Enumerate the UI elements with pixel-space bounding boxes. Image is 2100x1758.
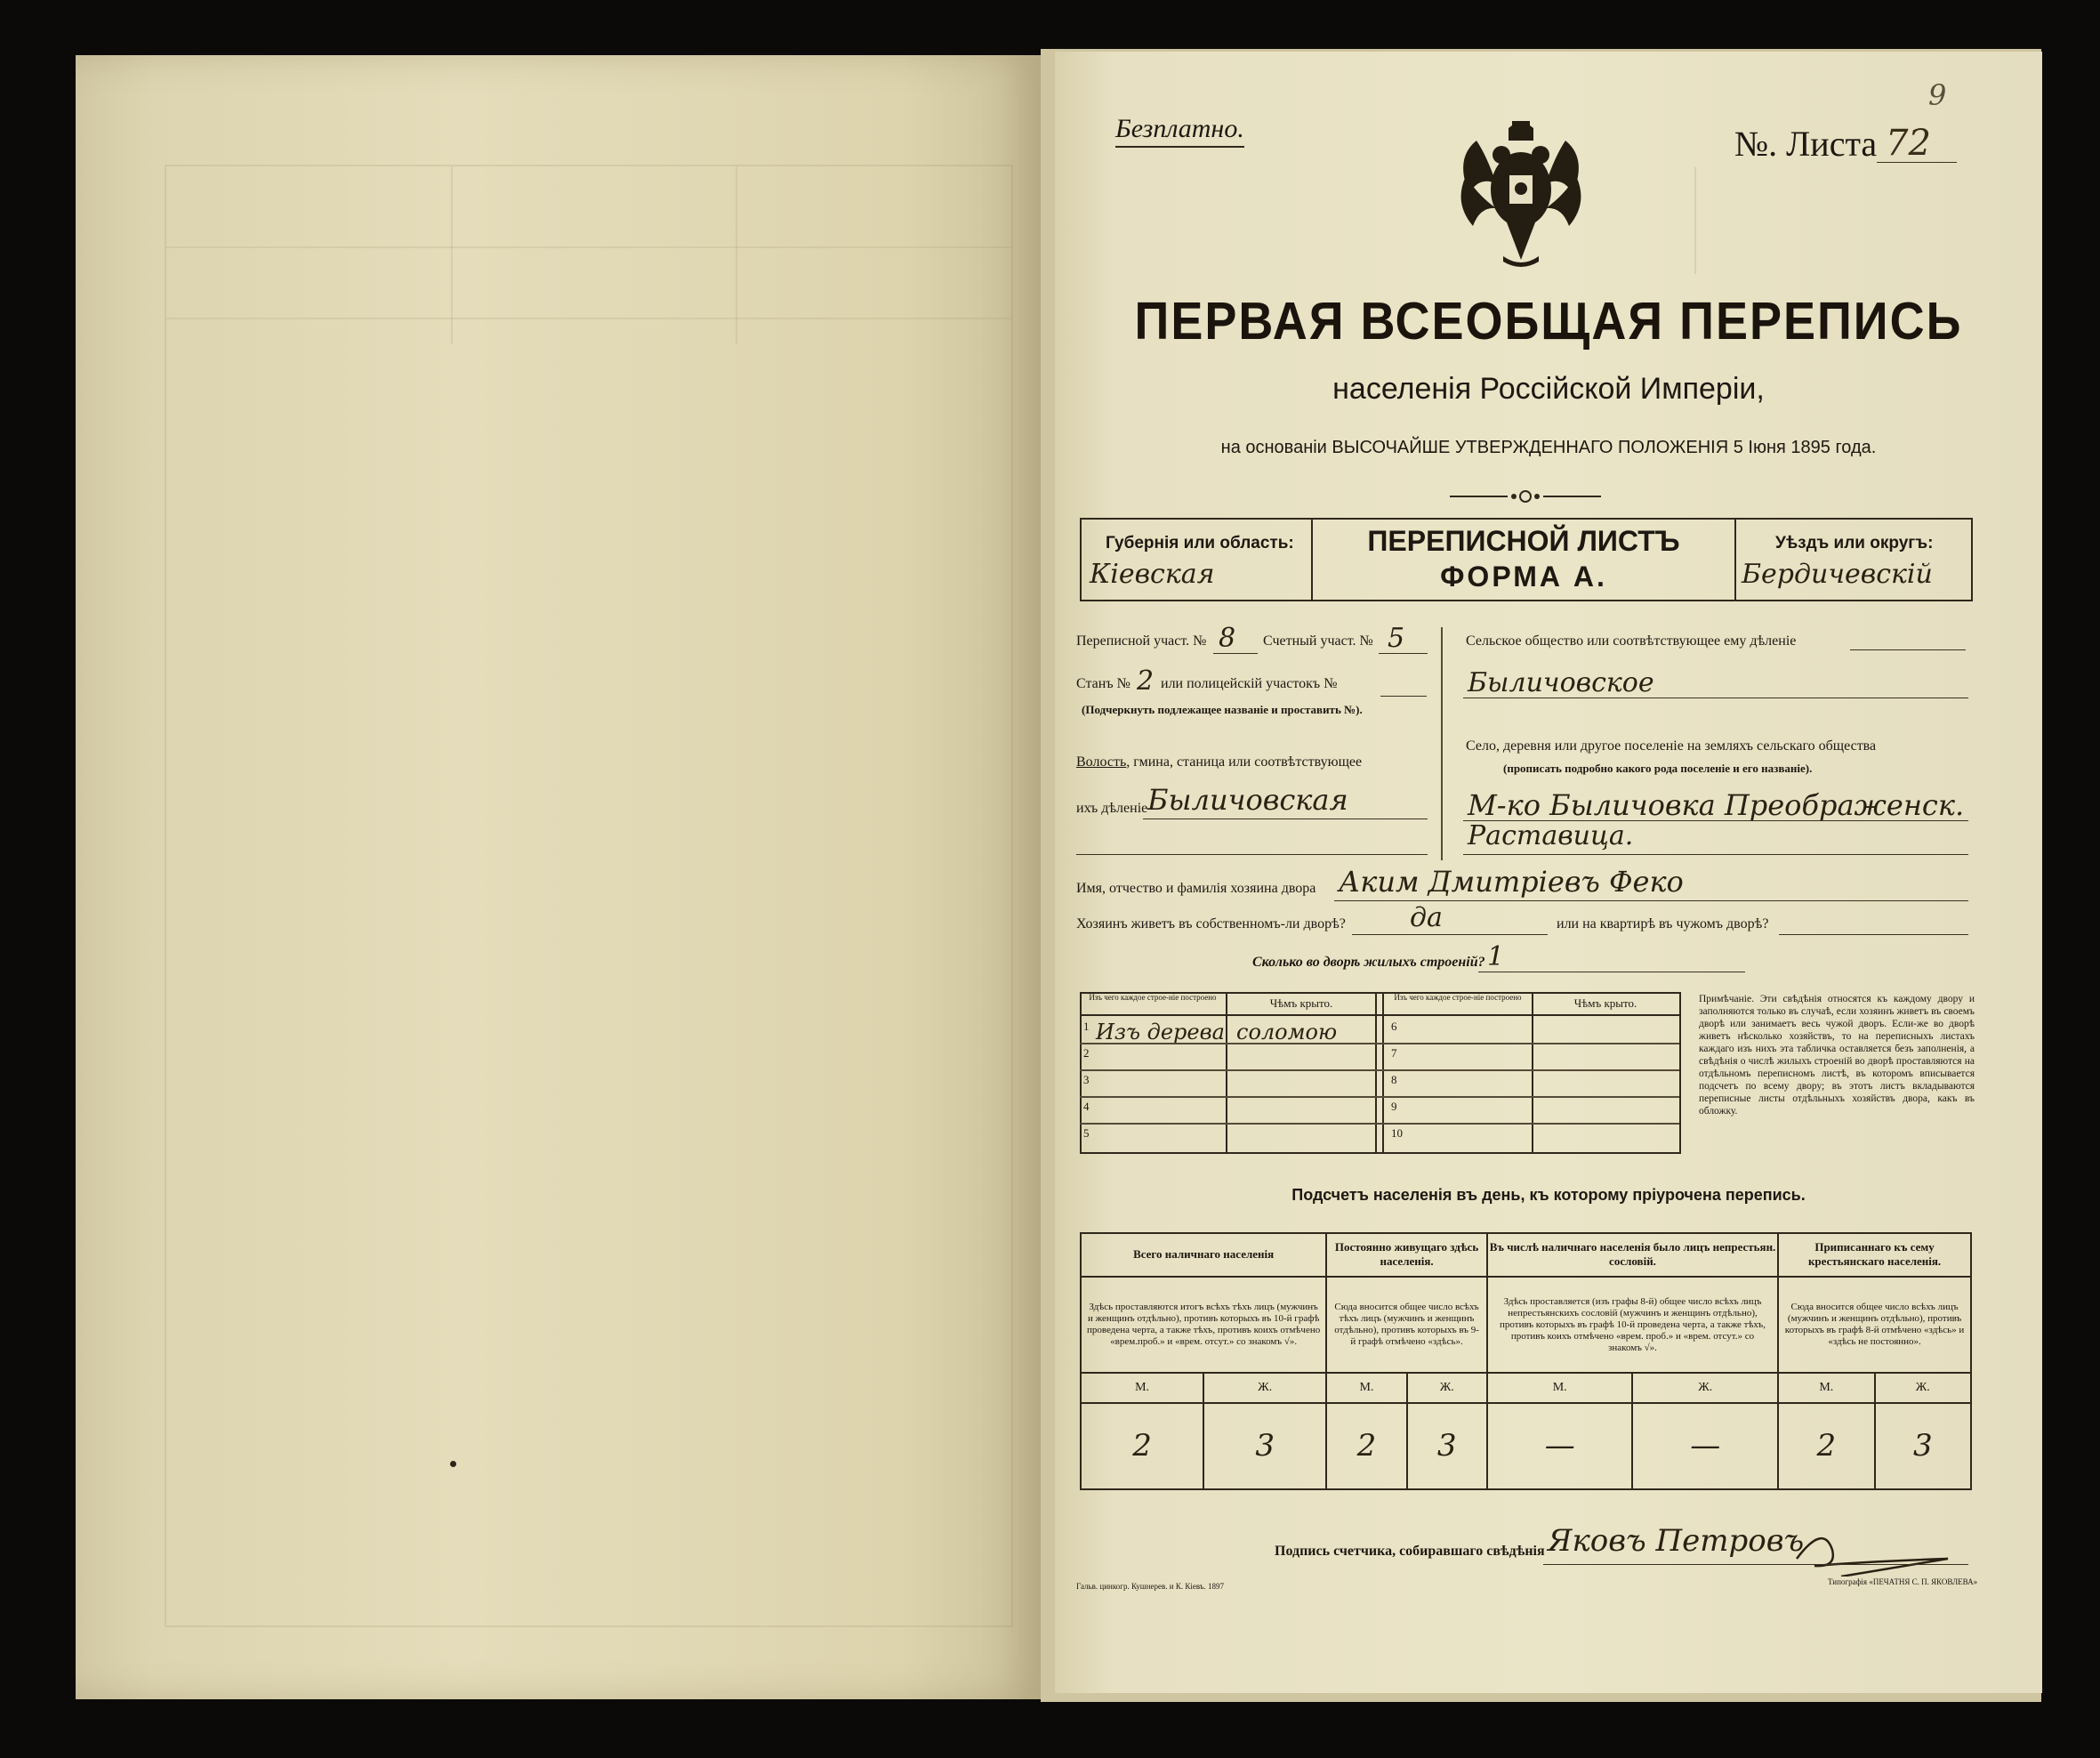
buildings-row-roof: соломою — [1236, 1020, 1338, 1044]
buildings-row-number: 1 — [1083, 1020, 1090, 1033]
imperial-eagle-emblem — [1450, 114, 1592, 274]
buildings-row-number: 7 — [1391, 1046, 1397, 1060]
society-value: Быличовское — [1468, 667, 1654, 698]
female-count-value: — — [1632, 1403, 1778, 1490]
census-group-title: Приписаннаго къ сему крестьянскаго населенія. — [1778, 1233, 1971, 1277]
sheet-number-value: 72 — [1886, 123, 1931, 164]
buildings-col-material: Изъ чего каждое строе-ніе построено — [1089, 993, 1217, 1002]
census-group-description: Здѣсь проставляется (изъ графы 8-й) общее число всѣхъ лицъ непрестьянскихъ сословій (мужчинъ и женщинъ отдѣльно), противъ которыхъ въ графѣ 10-й проведена черта, а также тѣхъ, противъ коихъ отмѣчено «врем. проб.» и «врем. отсут.» со знакомъ √». — [1487, 1277, 1778, 1374]
printer-imprint-left: Гальв. цинкогр. Кушнерев. и К. Кіевъ. 1897 — [1076, 1582, 1225, 1591]
counting-label: Счетный участ. № — [1263, 633, 1373, 649]
police-district-line — [1380, 696, 1427, 697]
female-count-value: 3 — [1407, 1403, 1487, 1490]
district-line — [1213, 653, 1258, 654]
village-line-2 — [1463, 854, 1968, 855]
census-count-heading: Подсчетъ населенія въ день, къ которому пріурочена перепись. — [1291, 1186, 1806, 1204]
rent-line — [1779, 934, 1968, 935]
male-column-label: М. — [1081, 1373, 1203, 1402]
male-column-label: М. — [1326, 1373, 1406, 1402]
buildings-col-material-2: Изъ чего каждое строе-ніе построено — [1394, 993, 1522, 1002]
village-label: Село, деревня или другое поселеніе на земляхъ сельскаго общества — [1466, 738, 1877, 754]
buildings-table-divider — [1532, 992, 1533, 1152]
rent-label: или на квартирѣ въ чужомъ дворѣ? — [1557, 916, 1769, 931]
buildings-row-number: 5 — [1083, 1126, 1090, 1140]
buildings-row-number: 9 — [1391, 1100, 1397, 1113]
volost-extra-line — [1076, 854, 1428, 855]
male-count-value: 2 — [1081, 1403, 1203, 1490]
village-value-1: М-ко Быличовка Преображенск. — [1468, 788, 1965, 822]
gubernia-label: Губернія или область: — [1106, 534, 1294, 552]
form-title: ПЕРВАЯ ВСЕОБЩАЯ ПЕРЕПИСЬ — [1134, 292, 1963, 351]
owner-name-label: Имя, отчество и фамилія хозяина двора — [1076, 881, 1316, 896]
counting-value: 5 — [1388, 623, 1405, 654]
buildings-table-row-rule — [1080, 1096, 1679, 1098]
counting-line — [1379, 653, 1428, 654]
sheet-number-line — [1877, 162, 1957, 163]
male-count-value: — — [1487, 1403, 1633, 1490]
signature-line — [1543, 1564, 1968, 1565]
buildings-table — [1080, 992, 1681, 1154]
buildings-row-number: 8 — [1391, 1073, 1397, 1086]
buildings-table-divider — [1375, 992, 1377, 1152]
own-yard-value: да — [1410, 902, 1443, 933]
census-group-description: Сюда вносится общее число всѣхъ лицъ (мужчинъ и женщинъ отдѣльно), противъ которыхъ въ графѣ 8-й отмѣчено «здѣсь» и «здѣсь не постоянно». — [1778, 1277, 1971, 1374]
female-count-value: 3 — [1875, 1403, 1971, 1490]
stan-label: Станъ № — [1076, 676, 1130, 691]
pencil-folio-number: 9 — [1928, 78, 1947, 112]
form-name-line2: ФОРМА А. — [1440, 560, 1607, 593]
region-box-divider — [1734, 518, 1736, 600]
buildings-col-roof: Чѣмъ крыто. — [1269, 996, 1333, 1010]
male-column-label: М. — [1487, 1373, 1633, 1402]
male-count-value: 2 — [1326, 1403, 1406, 1490]
male-count-value: 2 — [1778, 1403, 1874, 1490]
buildings-row-number: 4 — [1083, 1100, 1090, 1113]
buildings-table-row-rule — [1080, 1043, 1679, 1044]
census-group-title: Всего наличнаго населенія — [1081, 1233, 1326, 1277]
census-group-description: Здѣсь проставляются итогъ всѣхъ тѣхъ лицъ (мужчинъ и женщинъ отдѣльно), противъ которыхъ въ 10-й графѣ проведена черта, а также тѣхъ, противъ коихъ отмѣчено «врем.проб.» и «врем. отсут.» со знакомъ √». — [1081, 1277, 1326, 1374]
female-column-label: Ж. — [1875, 1373, 1971, 1402]
male-column-label: М. — [1778, 1373, 1874, 1402]
own-yard-label: Хозяинъ живетъ въ собственномъ-ли дворѣ? — [1076, 916, 1346, 931]
owner-name-value: Аким Дмитріевъ Феко — [1339, 865, 1684, 899]
printer-imprint-right: Типографія «ПЕЧАТНЯ С. П. ЯКОВЛЕВА» — [1828, 1577, 1978, 1586]
buildings-row-number: 3 — [1083, 1073, 1090, 1086]
female-column-label: Ж. — [1407, 1373, 1487, 1402]
census-group-title: Постоянно живущаго здѣсь населенія. — [1326, 1233, 1487, 1277]
signature-value: Яковъ Петровъ — [1548, 1523, 1805, 1559]
sheet-number-label: №. Листа — [1734, 124, 1878, 164]
buildings-table-divider — [1382, 992, 1384, 1152]
buildings-table-row-rule — [1080, 1123, 1679, 1125]
female-count-value: 3 — [1203, 1403, 1326, 1490]
volost-value: Быличовская — [1147, 783, 1348, 817]
female-column-label: Ж. — [1632, 1373, 1778, 1402]
volost-label-rest: , гмина, станица или соотвѣтствующее — [1126, 754, 1363, 770]
district-value: 8 — [1219, 623, 1236, 654]
bleed-through-mark — [1694, 167, 1999, 274]
buildings-row-material: Изъ дерева — [1096, 1020, 1225, 1044]
buildings-count-value: 1 — [1487, 941, 1505, 972]
society-label: Сельское общество или соотвѣтствующее ему дѣленіе — [1466, 633, 1797, 649]
signature-label: Подпись счетчика, собиравшаго свѣдѣнія — [1275, 1544, 1545, 1559]
buildings-count-label: Сколько во дворѣ жилыхъ строеній? — [1252, 955, 1485, 970]
society-label-line — [1850, 649, 1966, 650]
buildings-table-row-rule — [1080, 1069, 1679, 1071]
ink-spot — [450, 1461, 456, 1467]
police-district-label: или полицейскій участокъ № — [1161, 676, 1338, 691]
owner-name-line — [1334, 900, 1968, 901]
census-count-table — [1080, 1232, 1972, 1490]
buildings-row-number: 2 — [1083, 1046, 1090, 1060]
village-note: (прописать подробно какого рода поселеніе и его названіе). — [1503, 762, 1813, 775]
census-group-title: Въ числѣ наличнаго населенія было лицъ непрестьян. сословій. — [1487, 1233, 1778, 1277]
decorative-rule — [1450, 488, 1601, 505]
form-name-line1: ПЕРЕПИСНОЙ ЛИСТЪ — [1367, 525, 1680, 557]
form-subtitle: населенія Россійской Имперіи, — [1332, 372, 1765, 406]
buildings-table-divider — [1226, 992, 1227, 1152]
buildings-row-number: 10 — [1391, 1126, 1403, 1140]
village-value-2: Раставица. — [1468, 820, 1634, 851]
volost-label-2: ихъ дѣленіе — [1076, 801, 1148, 816]
uezd-label: Уѣздъ или округъ: — [1775, 534, 1934, 552]
buildings-row-number: 6 — [1391, 1020, 1397, 1033]
fields-divider — [1441, 627, 1443, 860]
volost-label-underlined: Волость — [1076, 754, 1127, 770]
gubernia-value: Кіевская — [1090, 559, 1215, 590]
buildings-col-roof-2: Чѣмъ крыто. — [1573, 996, 1637, 1010]
stan-value: 2 — [1137, 665, 1155, 697]
own-yard-line — [1352, 934, 1548, 935]
free-of-charge-label: Безплатно. — [1115, 114, 1244, 148]
legal-basis-line: на основаніи ВЫСОЧАЙШЕ УТВЕРЖДЕННАГО ПОЛОЖЕНІЯ 5 Іюня 1895 года. — [1220, 438, 1877, 457]
district-label: Переписной участ. № — [1076, 633, 1207, 649]
uezd-value: Бердичевскій — [1742, 559, 1933, 590]
female-column-label: Ж. — [1203, 1373, 1326, 1402]
buildings-note: Примѣчаніе. Эти свѣдѣнія относятся къ каждому двору и заполняются только въ случаѣ, если хозяинъ живетъ въ своемъ дворѣ или занимаетъ весь чужой дворъ. Если-же во дворѣ живетъ нѣсколько хозяйствъ, то на переписныхъ листахъ каждаго изъ нихъ эта табличка оставляется безъ заполненія, а свѣдѣнія о числѣ жилыхъ строеній во дворѣ проставляются на отдѣльномъ переписномъ листѣ, въ которомъ вписывается подсчетъ по всему двору; въ этотъ листъ вкладываются переписные листы отдѣльныхъ хозяйствъ двора, какъ въ обложку. — [1699, 994, 1975, 1117]
stan-note: (Подчеркнуть подлежащее названіе и проставить №). — [1082, 703, 1363, 716]
bleed-through-frame — [165, 165, 1013, 1627]
signature-flourish — [1792, 1523, 1970, 1577]
buildings-table-header-rule — [1080, 1014, 1679, 1016]
census-group-description: Сюда вносится общее число всѣхъ тѣхъ лицъ (мужчинъ и женщинъ отдѣльно), противъ которыхъ въ 9-й графѣ отмѣчено «здѣсь». — [1326, 1277, 1487, 1374]
